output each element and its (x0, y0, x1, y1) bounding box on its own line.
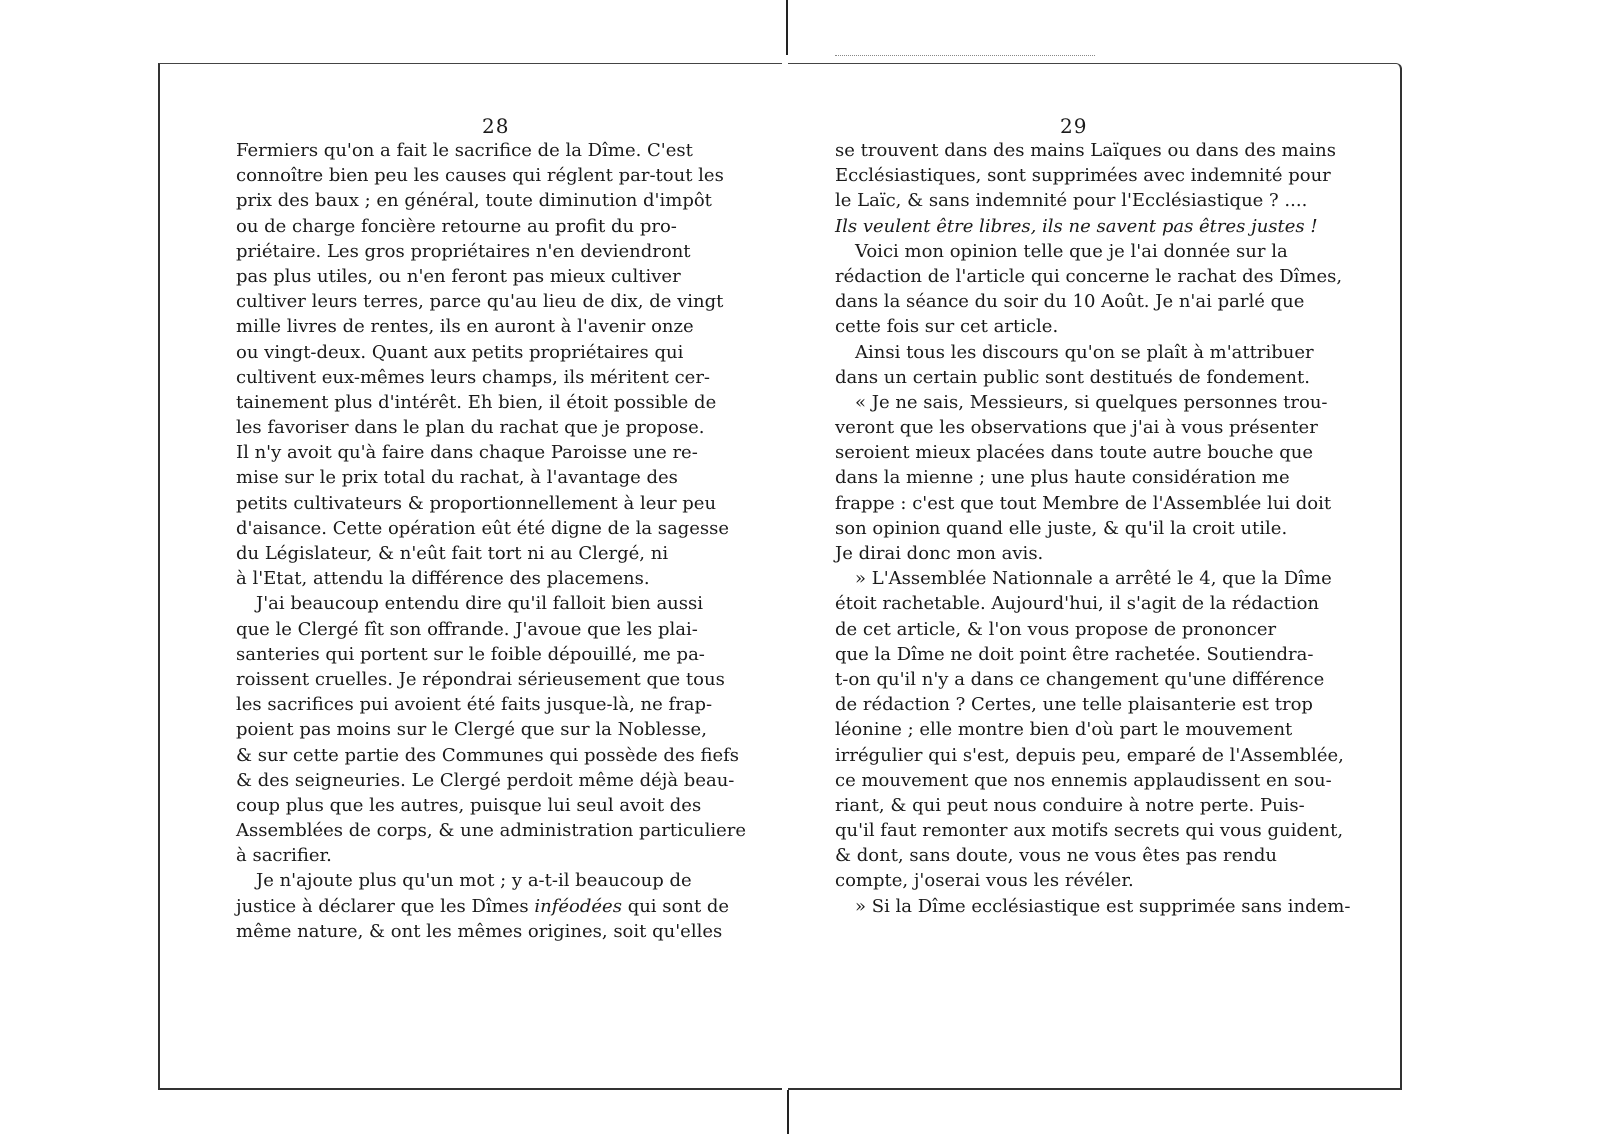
text-line: du Législateur, & n'eût fait tort ni au Clergé, ni (236, 543, 669, 564)
text-line: que le Clergé fît son offrande. J'avoue que les plai- (236, 618, 698, 640)
text-line: seroient mieux placées dans toute autre bouche que (835, 442, 1313, 464)
text-line: riant, & qui peut nous conduire à notre perte. Puis- (835, 794, 1305, 816)
text-line: à sacrifier. (236, 845, 332, 867)
text-line: priétaire. Les gros propriétaires n'en deviendront (236, 240, 691, 262)
text-line: ou de charge foncière retourne au profit du pro- (236, 215, 677, 237)
text-line: Fermiers qu'on a fait le sacrifice de la Dîme. C'est (236, 140, 693, 161)
text-line: Il n'y avoit qu'à faire dans chaque Paroisse une re- (236, 442, 698, 464)
page-edge-rule (835, 55, 1095, 56)
book-spine-top (786, 0, 788, 55)
text-line: cultivent eux-mêmes leurs champs, ils méritent cer- (236, 366, 711, 388)
text-line: les sacrifices pui avoient été faits jusque-là, ne frap- (236, 694, 713, 716)
text-line: de cet article, & l'on vous propose de prononcer (835, 618, 1277, 640)
page-number-left: 28 (482, 114, 510, 138)
text-line: ou vingt-deux. Quant aux petits propriétaires qui (236, 341, 684, 363)
text-line: son opinion quand elle juste, & qu'il la croit utile. (835, 517, 1288, 539)
text-line-italic: Ils veulent être libres, ils ne savent pas êtres justes ! (835, 215, 1318, 237)
text-line: Je dirai donc mon avis. (835, 543, 1044, 564)
text-line: dans la séance du soir du 10 Août. Je n'ai parlé que (835, 291, 1305, 313)
text-line: à l'Etat, attendu la différence des placemens. (236, 568, 650, 590)
text-line: qu'il faut remonter aux motifs secrets qui vous guident, (835, 820, 1344, 842)
text-line: mise sur le prix total du rachat, à l'avantage des (236, 467, 678, 489)
text-fragment: qui sont de (627, 895, 730, 917)
page-number-right: 29 (1060, 114, 1088, 138)
text-line: que la Dîme ne doit point être rachetée. Soutiendra- (835, 643, 1314, 665)
text-line: coup plus que les autres, puisque lui seul avoit des (236, 794, 702, 816)
text-line: & dont, sans doute, vous ne vous êtes pas rendu (835, 845, 1277, 867)
text-line: Voici mon opinion telle que je l'ai donnée sur la (855, 240, 1288, 262)
text-line: santeries qui portent sur le foible dépouillé, me pa- (236, 643, 705, 665)
text-line: Ainsi tous les discours qu'on se plaît à m'attribuer (855, 341, 1314, 363)
text-line: les favoriser dans le plan du rachat que je propose. (236, 417, 705, 439)
text-line: » L'Assemblée Nationnale a arrêté le 4, que la Dîme (855, 568, 1332, 590)
text-line: pas plus utiles, ou n'en feront pas mieux cultiver (236, 265, 681, 287)
text-line: ce mouvement que nos ennemis applaudissent en sou- (835, 769, 1332, 791)
text-line: » Si la Dîme ecclésiastique est supprimée sans indem- (855, 895, 1351, 917)
text-line: le Laïc, & sans indemnité pour l'Ecclésiastique ? .... (835, 190, 1308, 212)
text-line: t-on qu'il n'y a dans ce changement qu'une différence (835, 668, 1325, 690)
right-page-body (835, 138, 1351, 919)
text-line: cette fois sur cet article. (835, 316, 1059, 338)
text-fragment: justice à déclarer que les Dîmes (236, 895, 529, 917)
text-line (236, 894, 730, 919)
text-line: de rédaction ? Certes, une telle plaisanterie est trop (835, 694, 1313, 716)
text-line: dans un certain public sont destitués de fondement. (835, 366, 1310, 388)
text-line: & des seigneuries. Le Clergé perdoit même déjà beau- (236, 769, 735, 791)
text-line: rédaction de l'article qui concerne le rachat des Dîmes, (835, 265, 1343, 287)
text-line: prix des baux ; en général, toute diminution d'impôt (236, 190, 712, 212)
text-line: même nature, & ont les mêmes origines, soit qu'elles (236, 920, 723, 942)
right-page (788, 63, 1402, 1090)
text-line: compte, j'oserai vous les révéler. (835, 870, 1134, 892)
text-line: & sur cette partie des Communes qui possède des fiefs (236, 744, 740, 766)
left-page (158, 63, 782, 1090)
text-line: connoître bien peu les causes qui réglent par-tout les (236, 165, 724, 187)
book-spine-bottom (787, 1090, 789, 1134)
text-line: J'ai beaucoup entendu dire qu'il falloit bien aussi (256, 593, 704, 615)
text-line: se trouvent dans des mains Laïques ou dans des mains (835, 140, 1336, 161)
text-line: dans la mienne ; une plus haute considération me (835, 467, 1290, 489)
italic-word: inféodées (534, 895, 622, 917)
text-line: petits cultivateurs & proportionnellement à leur peu (236, 492, 717, 514)
text-line: cultiver leurs terres, parce qu'au lieu de dix, de vingt (236, 291, 724, 313)
text-line: veront que les observations que j'ai à vous présenter (835, 417, 1318, 439)
text-line: Assemblées de corps, & une administration particuliere (236, 820, 746, 842)
text-line: d'aisance. Cette opération eût été digne de la sagesse (236, 517, 730, 539)
text-line: irrégulier qui s'est, depuis peu, emparé de l'Assemblée, (835, 744, 1344, 766)
text-line: Je n'ajoute plus qu'un mot ; y a-t-il beaucoup de (256, 870, 692, 892)
text-line: poient pas moins sur le Clergé que sur la Noblesse, (236, 719, 707, 741)
left-page-body (236, 138, 746, 944)
text-line: Ecclésiastiques, sont supprimées avec indemnité pour (835, 165, 1331, 187)
text-line: frappe : c'est que tout Membre de l'Assemblée lui doit (835, 492, 1332, 514)
text-line: léonine ; elle montre bien d'où part le mouvement (835, 719, 1293, 741)
text-line: mille livres de rentes, ils en auront à l'avenir onze (236, 316, 694, 338)
text-line: « Je ne sais, Messieurs, si quelques personnes trou- (855, 391, 1328, 413)
text-line: roissent cruelles. Je répondrai sérieusement que tous (236, 668, 725, 690)
text-line: tainement plus d'intérêt. Eh bien, il étoit possible de (236, 391, 717, 413)
text-line: étoit rachetable. Aujourd'hui, il s'agit de la rédaction (835, 593, 1320, 615)
